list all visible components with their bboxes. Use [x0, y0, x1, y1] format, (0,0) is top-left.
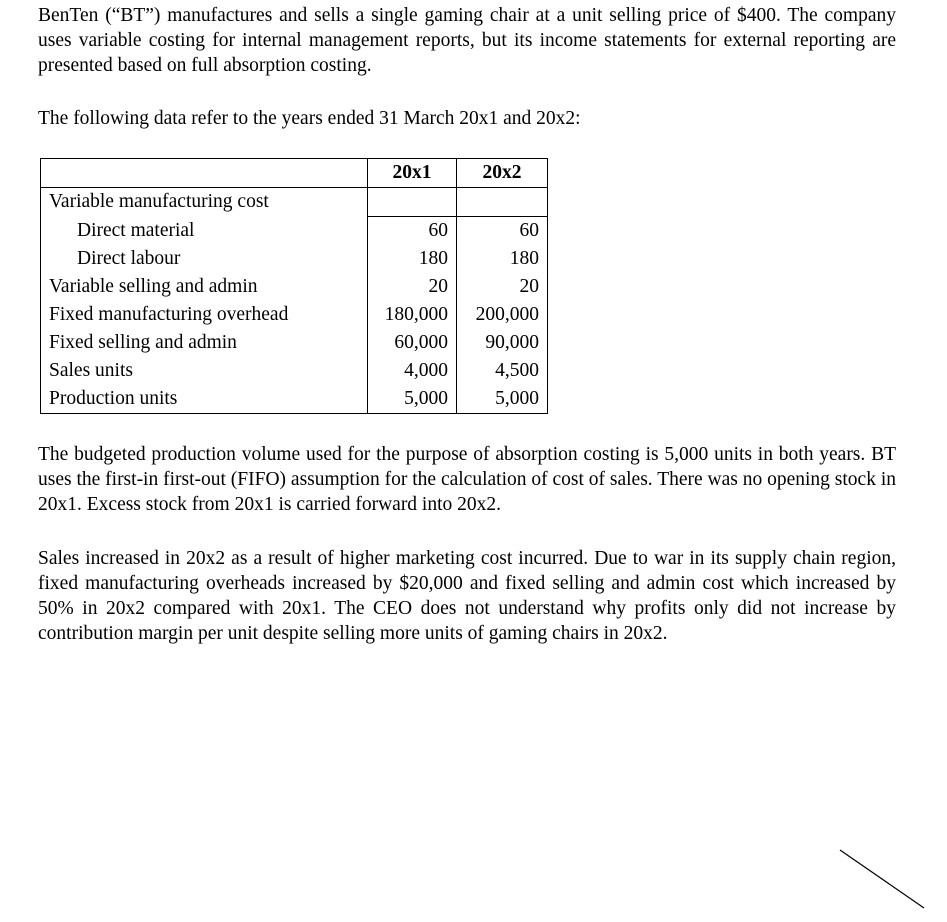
table-header-row	[41, 159, 548, 188]
row-value-20x1: 60	[368, 217, 457, 246]
table-row	[41, 301, 548, 329]
row-value-20x2: 4,500	[457, 357, 548, 385]
table-row	[41, 329, 548, 357]
row-value-20x1: 20	[368, 273, 457, 301]
table-row	[41, 245, 548, 273]
row-value-20x2: 5,000	[457, 385, 548, 414]
table-header-blank	[41, 159, 368, 188]
row-label: Direct material	[41, 217, 368, 246]
table-row	[41, 385, 548, 414]
row-label: Fixed manufacturing overhead	[41, 301, 368, 329]
table-row	[41, 217, 548, 246]
row-value-20x1: 180	[368, 245, 457, 273]
row-value-20x2: 60	[457, 217, 548, 246]
table-row	[41, 273, 548, 301]
row-label: Sales units	[41, 357, 368, 385]
table-row	[41, 357, 548, 385]
table-header-20x1: 20x1	[368, 159, 457, 188]
table-header-20x2: 20x2	[457, 159, 548, 188]
budget-paragraph: The budgeted production volume used for the purpose of absorption costing is 5,000 units in both years. BT uses the first-in first-out (FIFO) assumption for the calculation of cost of sales. There was no opening stock in 20x1. Excess stock from 20x1 is carried forward into 20x2.	[38, 444, 897, 515]
row-label: Variable manufacturing cost	[41, 188, 368, 217]
row-value-20x2: 200,000	[457, 301, 548, 329]
row-value-20x1: 5,000	[368, 385, 457, 414]
data-intro-paragraph: The following data refer to the years ended 31 March 20x1 and 20x2:	[38, 108, 581, 129]
row-value-20x1: 180,000	[368, 301, 457, 329]
row-value-20x2	[457, 188, 548, 217]
intro-paragraph: BenTen (“BT”) manufactures and sells a single gaming chair at a unit selling price of $400. The company uses variable costing for internal management reports, but its income statements for external reporting are presented based on full absorption costing.	[38, 5, 896, 76]
row-value-20x2: 20	[457, 273, 548, 301]
row-label: Production units	[41, 385, 368, 414]
sales-paragraph: Sales increased in 20x2 as a result of higher marketing cost incurred. Due to war in its supply chain region, fixed manufacturing overheads increased by $20,000 and fixed selling and admin cost which increased by 50% in 20x2 compared with 20x1. The CEO does not understand why profits only did not increase by contribution margin per unit despite selling more units of gaming chairs in 20x2.	[38, 548, 896, 644]
row-label: Fixed selling and admin	[41, 329, 368, 357]
row-value-20x1: 60,000	[368, 329, 457, 357]
cost-data-table	[40, 158, 548, 414]
pen-stroke-mark	[838, 848, 928, 912]
row-value-20x2: 90,000	[457, 329, 548, 357]
table-row	[41, 188, 548, 217]
row-value-20x1: 4,000	[368, 357, 457, 385]
row-value-20x1	[368, 188, 457, 217]
row-label: Variable selling and admin	[41, 273, 368, 301]
row-value-20x2: 180	[457, 245, 548, 273]
pen-stroke-line	[840, 850, 924, 908]
row-label: Direct labour	[41, 245, 368, 273]
